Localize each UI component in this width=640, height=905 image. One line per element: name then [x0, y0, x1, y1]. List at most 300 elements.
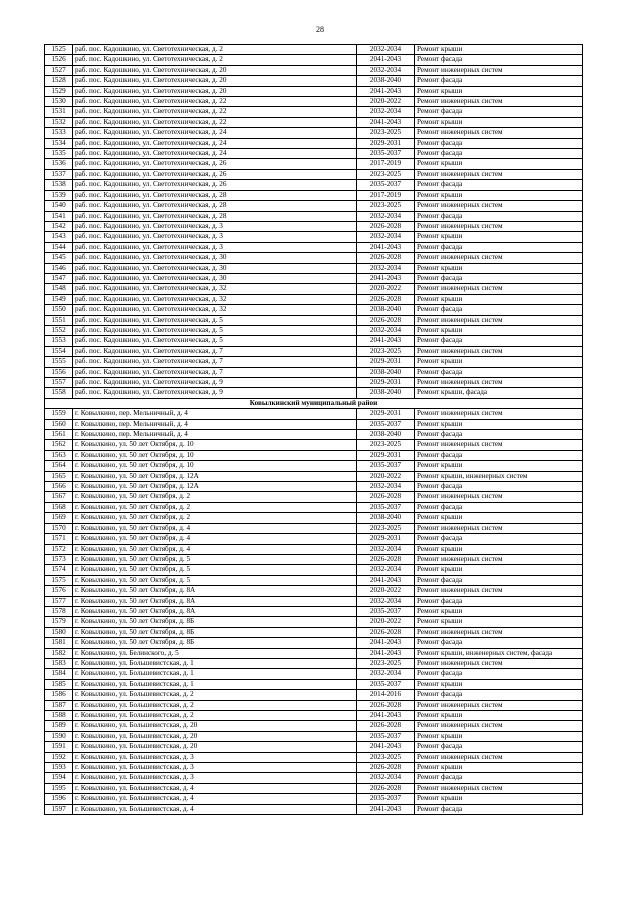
work-type-cell: Ремонт фасада	[415, 305, 583, 315]
row-number-cell: 1544	[45, 242, 73, 252]
table-row	[45, 502, 583, 512]
table-row	[45, 763, 583, 773]
table-row	[45, 357, 583, 367]
table-row	[45, 586, 583, 596]
address-cell: раб. пос. Кадошкино, ул. Светотехническая, д. 5	[73, 336, 357, 346]
table-row	[45, 180, 583, 190]
period-cell: 2023-2025	[357, 201, 415, 211]
work-type-cell: Ремонт инженерных систем	[415, 752, 583, 762]
table-row	[45, 97, 583, 107]
period-cell: 2041-2043	[357, 273, 415, 283]
row-number-cell: 1567	[45, 492, 73, 502]
work-type-cell: Ремонт инженерных систем	[415, 169, 583, 179]
row-number-cell: 1590	[45, 731, 73, 741]
table-row	[45, 242, 583, 252]
row-number-cell: 1588	[45, 711, 73, 721]
work-type-cell: Ремонт крыши	[415, 544, 583, 554]
work-type-cell: Ремонт инженерных систем	[415, 346, 583, 356]
work-type-cell: Ремонт крыши, инженерных систем, фасада	[415, 648, 583, 658]
row-number-cell: 1545	[45, 253, 73, 263]
table-row	[45, 346, 583, 356]
work-type-cell: Ремонт фасада	[415, 107, 583, 117]
address-cell: раб. пос. Кадошкино, ул. Светотехническая, д. 5	[73, 315, 357, 325]
period-cell: 2023-2025	[357, 169, 415, 179]
period-cell: 2032-2034	[357, 669, 415, 679]
row-number-cell: 1530	[45, 97, 73, 107]
work-type-cell: Ремонт инженерных систем	[415, 201, 583, 211]
address-cell: раб. пос. Кадошкино, ул. Светотехническая, д. 7	[73, 367, 357, 377]
table-row	[45, 638, 583, 648]
table-row	[45, 627, 583, 637]
row-number-cell: 1569	[45, 513, 73, 523]
row-number-cell: 1550	[45, 305, 73, 315]
work-type-cell: Ремонт фасада	[415, 430, 583, 440]
address-cell: раб. пос. Кадошкино, ул. Светотехническая, д. 26	[73, 180, 357, 190]
row-number-cell: 1595	[45, 783, 73, 793]
address-cell: г. Ковылкино, ул. 50 лет Октября, д. 8А	[73, 596, 357, 606]
table-row	[45, 606, 583, 616]
address-cell: раб. пос. Кадошкино, ул. Светотехническая, д. 24	[73, 128, 357, 138]
work-type-cell: Ремонт фасада	[415, 211, 583, 221]
row-number-cell: 1572	[45, 544, 73, 554]
period-cell: 2029-2031	[357, 138, 415, 148]
address-cell: г. Ковылкино, ул. 50 лет Октября, д. 8Б	[73, 627, 357, 637]
table-row	[45, 721, 583, 731]
address-cell: раб. пос. Кадошкино, ул. Светотехническая, д. 2	[73, 45, 357, 55]
row-number-cell: 1570	[45, 523, 73, 533]
work-type-cell: Ремонт крыши	[415, 45, 583, 55]
table-row	[45, 107, 583, 117]
row-number-cell: 1558	[45, 388, 73, 398]
work-type-cell: Ремонт инженерных систем	[415, 586, 583, 596]
period-cell: 2041-2043	[357, 117, 415, 127]
period-cell: 2023-2025	[357, 523, 415, 533]
address-cell: г. Ковылкино, ул. 50 лет Октября, д. 10	[73, 450, 357, 460]
period-cell: 2032-2034	[357, 232, 415, 242]
row-number-cell: 1531	[45, 107, 73, 117]
work-type-cell: Ремонт крыши	[415, 190, 583, 200]
work-type-cell: Ремонт фасада	[415, 669, 583, 679]
work-type-cell: Ремонт крыши	[415, 731, 583, 741]
period-cell: 2041-2043	[357, 711, 415, 721]
table-row	[45, 76, 583, 86]
period-cell: 2041-2043	[357, 86, 415, 96]
work-type-cell: Ремонт крыши	[415, 263, 583, 273]
table-row	[45, 752, 583, 762]
work-type-cell: Ремонт фасада	[415, 804, 583, 814]
table-row	[45, 419, 583, 429]
table-row	[45, 190, 583, 200]
period-cell: 2035-2037	[357, 794, 415, 804]
row-number-cell: 1561	[45, 430, 73, 440]
address-cell: г. Ковылкино, пер. Мельничный, д. 4	[73, 419, 357, 429]
row-number-cell: 1536	[45, 159, 73, 169]
work-type-cell: Ремонт крыши	[415, 357, 583, 367]
table-row	[45, 65, 583, 75]
row-number-cell: 1551	[45, 315, 73, 325]
table-row	[45, 513, 583, 523]
address-cell: г. Ковылкино, ул. Белинского, д. 5	[73, 648, 357, 658]
address-cell: г. Ковылкино, ул. 50 лет Октября, д. 8Б	[73, 638, 357, 648]
row-number-cell: 1582	[45, 648, 73, 658]
period-cell: 2038-2040	[357, 388, 415, 398]
row-number-cell: 1557	[45, 378, 73, 388]
address-cell: раб. пос. Кадошкино, ул. Светотехническая, д. 20	[73, 65, 357, 75]
table-row	[45, 669, 583, 679]
row-number-cell: 1549	[45, 294, 73, 304]
period-cell: 2014-2016	[357, 690, 415, 700]
row-number-cell: 1566	[45, 482, 73, 492]
row-number-cell: 1562	[45, 440, 73, 450]
period-cell: 2032-2034	[357, 773, 415, 783]
period-cell: 2020-2022	[357, 471, 415, 481]
work-type-cell: Ремонт фасада	[415, 367, 583, 377]
work-type-cell: Ремонт фасада	[415, 742, 583, 752]
table-row	[45, 544, 583, 554]
table-row	[45, 86, 583, 96]
table-row	[45, 596, 583, 606]
work-type-cell: Ремонт инженерных систем	[415, 378, 583, 388]
work-type-cell: Ремонт крыши	[415, 419, 583, 429]
table-row	[45, 315, 583, 325]
work-type-cell: Ремонт крыши	[415, 86, 583, 96]
work-type-cell: Ремонт фасада	[415, 502, 583, 512]
address-cell: раб. пос. Кадошкино, ул. Светотехническая, д. 2	[73, 55, 357, 65]
address-cell: г. Ковылкино, ул. Большевистская, д. 20	[73, 721, 357, 731]
table-row	[45, 534, 583, 544]
address-cell: раб. пос. Кадошкино, ул. Светотехническая, д. 28	[73, 190, 357, 200]
address-cell: г. Ковылкино, ул. Большевистская, д. 4	[73, 804, 357, 814]
row-number-cell: 1542	[45, 221, 73, 231]
table-row	[45, 700, 583, 710]
row-number-cell: 1541	[45, 211, 73, 221]
period-cell: 2026-2028	[357, 492, 415, 502]
address-cell: раб. пос. Кадошкино, ул. Светотехническая, д. 30	[73, 273, 357, 283]
table-row	[45, 773, 583, 783]
address-cell: г. Ковылкино, ул. 50 лет Октября, д. 4	[73, 534, 357, 544]
work-type-cell: Ремонт крыши	[415, 617, 583, 627]
row-number-cell: 1592	[45, 752, 73, 762]
work-type-cell: Ремонт инженерных систем	[415, 783, 583, 793]
work-type-cell: Ремонт инженерных систем	[415, 721, 583, 731]
row-number-cell: 1539	[45, 190, 73, 200]
period-cell: 2035-2037	[357, 679, 415, 689]
period-cell: 2026-2028	[357, 627, 415, 637]
row-number-cell: 1593	[45, 763, 73, 773]
table-row	[45, 232, 583, 242]
work-type-cell: Ремонт инженерных систем	[415, 658, 583, 668]
address-cell: г. Ковылкино, ул. Большевистская, д. 4	[73, 783, 357, 793]
work-type-cell: Ремонт фасада	[415, 76, 583, 86]
period-cell: 2026-2028	[357, 315, 415, 325]
period-cell: 2026-2028	[357, 253, 415, 263]
row-number-cell: 1527	[45, 65, 73, 75]
period-cell: 2038-2040	[357, 430, 415, 440]
address-cell: г. Ковылкино, ул. 50 лет Октября, д. 2	[73, 502, 357, 512]
row-number-cell: 1565	[45, 471, 73, 481]
period-cell: 2038-2040	[357, 76, 415, 86]
work-type-cell: Ремонт крыши	[415, 565, 583, 575]
address-cell: г. Ковылкино, ул. Большевистская, д. 3	[73, 763, 357, 773]
work-type-cell: Ремонт инженерных систем	[415, 284, 583, 294]
table-row	[45, 482, 583, 492]
work-type-cell: Ремонт крыши	[415, 679, 583, 689]
work-type-cell: Ремонт инженерных систем	[415, 221, 583, 231]
table-row	[45, 201, 583, 211]
work-type-cell: Ремонт инженерных систем	[415, 97, 583, 107]
address-cell: раб. пос. Кадошкино, ул. Светотехническая, д. 24	[73, 138, 357, 148]
table-row	[45, 461, 583, 471]
period-cell: 2038-2040	[357, 513, 415, 523]
table-row	[45, 55, 583, 65]
address-cell: г. Ковылкино, ул. 50 лет Октября, д. 8А	[73, 586, 357, 596]
row-number-cell: 1553	[45, 336, 73, 346]
period-cell: 2035-2037	[357, 419, 415, 429]
period-cell: 2038-2040	[357, 367, 415, 377]
row-number-cell: 1578	[45, 606, 73, 616]
address-cell: г. Ковылкино, ул. Большевистская, д. 20	[73, 742, 357, 752]
period-cell: 2035-2037	[357, 149, 415, 159]
address-cell: раб. пос. Кадошкино, ул. Светотехническая, д. 20	[73, 86, 357, 96]
period-cell: 2026-2028	[357, 554, 415, 564]
address-cell: г. Ковылкино, ул. Большевистская, д. 3	[73, 752, 357, 762]
address-cell: г. Ковылкино, ул. 50 лет Октября, д. 10	[73, 440, 357, 450]
address-cell: раб. пос. Кадошкино, ул. Светотехническая, д. 20	[73, 76, 357, 86]
table-row	[45, 450, 583, 460]
table-row	[45, 169, 583, 179]
work-type-cell: Ремонт инженерных систем	[415, 409, 583, 419]
address-cell: раб. пос. Кадошкино, ул. Светотехническая, д. 32	[73, 294, 357, 304]
table-row	[45, 149, 583, 159]
period-cell: 2041-2043	[357, 804, 415, 814]
address-cell: г. Ковылкино, ул. 50 лет Октября, д. 10	[73, 461, 357, 471]
address-cell: раб. пос. Кадошкино, ул. Светотехническая, д. 7	[73, 357, 357, 367]
work-type-cell: Ремонт инженерных систем	[415, 440, 583, 450]
row-number-cell: 1529	[45, 86, 73, 96]
period-cell: 2029-2031	[357, 450, 415, 460]
address-cell: г. Ковылкино, ул. 50 лет Октября, д. 2	[73, 492, 357, 502]
row-number-cell: 1547	[45, 273, 73, 283]
work-type-cell: Ремонт инженерных систем	[415, 700, 583, 710]
address-cell: г. Ковылкино, ул. 50 лет Октября, д. 5	[73, 554, 357, 564]
row-number-cell: 1552	[45, 325, 73, 335]
work-type-cell: Ремонт фасада	[415, 336, 583, 346]
period-cell: 2032-2034	[357, 107, 415, 117]
period-cell: 2035-2037	[357, 731, 415, 741]
period-cell: 2032-2034	[357, 544, 415, 554]
period-cell: 2032-2034	[357, 482, 415, 492]
row-number-cell: 1533	[45, 128, 73, 138]
row-number-cell: 1543	[45, 232, 73, 242]
period-cell: 2023-2025	[357, 440, 415, 450]
work-type-cell: Ремонт фасада	[415, 575, 583, 585]
row-number-cell: 1568	[45, 502, 73, 512]
period-cell: 2041-2043	[357, 638, 415, 648]
address-cell: раб. пос. Кадошкино, ул. Светотехническая, д. 3	[73, 242, 357, 252]
address-cell: г. Ковылкино, пер. Мельничный, д. 4	[73, 430, 357, 440]
work-type-cell: Ремонт инженерных систем	[415, 315, 583, 325]
address-cell: г. Ковылкино, ул. 50 лет Октября, д. 5	[73, 575, 357, 585]
period-cell: 2026-2028	[357, 294, 415, 304]
period-cell: 2026-2028	[357, 721, 415, 731]
repair-schedule-table	[44, 44, 583, 815]
table-row	[45, 658, 583, 668]
row-number-cell: 1532	[45, 117, 73, 127]
address-cell: раб. пос. Кадошкино, ул. Светотехническая, д. 28	[73, 211, 357, 221]
work-type-cell: Ремонт крыши	[415, 794, 583, 804]
row-number-cell: 1556	[45, 367, 73, 377]
work-type-cell: Ремонт крыши	[415, 461, 583, 471]
table-body	[45, 45, 583, 815]
page-number: 28	[316, 25, 324, 34]
work-type-cell: Ремонт инженерных систем	[415, 492, 583, 502]
work-type-cell: Ремонт крыши	[415, 711, 583, 721]
period-cell: 2041-2043	[357, 742, 415, 752]
table-row	[45, 128, 583, 138]
table-row	[45, 305, 583, 315]
table-row	[45, 783, 583, 793]
row-number-cell: 1548	[45, 284, 73, 294]
row-number-cell: 1571	[45, 534, 73, 544]
work-type-cell: Ремонт фасада	[415, 149, 583, 159]
table-row	[45, 575, 583, 585]
period-cell: 2029-2031	[357, 534, 415, 544]
row-number-cell: 1586	[45, 690, 73, 700]
row-number-cell: 1560	[45, 419, 73, 429]
period-cell: 2041-2043	[357, 575, 415, 585]
row-number-cell: 1554	[45, 346, 73, 356]
address-cell: г. Ковылкино, ул. Большевистская, д. 4	[73, 794, 357, 804]
address-cell: раб. пос. Кадошкино, ул. Светотехническая, д. 30	[73, 263, 357, 273]
row-number-cell: 1585	[45, 679, 73, 689]
work-type-cell: Ремонт инженерных систем	[415, 554, 583, 564]
work-type-cell: Ремонт крыши	[415, 159, 583, 169]
table-row	[45, 273, 583, 283]
table-row	[45, 159, 583, 169]
table-row	[45, 211, 583, 221]
work-type-cell: Ремонт фасада	[415, 180, 583, 190]
section-heading: Ковылкинский муниципальный район	[45, 398, 583, 408]
address-cell: г. Ковылкино, ул. Большевистская, д. 2	[73, 700, 357, 710]
address-cell: г. Ковылкино, ул. 50 лет Октября, д. 8Б	[73, 617, 357, 627]
row-number-cell: 1587	[45, 700, 73, 710]
work-type-cell: Ремонт крыши, инженерных систем	[415, 471, 583, 481]
address-cell: раб. пос. Кадошкино, ул. Светотехническая, д. 9	[73, 388, 357, 398]
work-type-cell: Ремонт крыши	[415, 294, 583, 304]
table-row	[45, 648, 583, 658]
table-row	[45, 138, 583, 148]
work-type-cell: Ремонт фасада	[415, 138, 583, 148]
period-cell: 2035-2037	[357, 606, 415, 616]
period-cell: 2032-2034	[357, 45, 415, 55]
work-type-cell: Ремонт крыши	[415, 325, 583, 335]
row-number-cell: 1526	[45, 55, 73, 65]
work-type-cell: Ремонт инженерных систем	[415, 627, 583, 637]
address-cell: г. Ковылкино, ул. 50 лет Октября, д. 4	[73, 544, 357, 554]
table-row	[45, 430, 583, 440]
address-cell: раб. пос. Кадошкино, ул. Светотехническая, д. 26	[73, 159, 357, 169]
period-cell: 2020-2022	[357, 284, 415, 294]
row-number-cell: 1540	[45, 201, 73, 211]
work-type-cell: Ремонт фасада	[415, 638, 583, 648]
address-cell: г. Ковылкино, ул. Большевистская, д. 2	[73, 690, 357, 700]
work-type-cell: Ремонт крыши	[415, 117, 583, 127]
address-cell: г. Ковылкино, ул. 50 лет Октября, д. 12А	[73, 471, 357, 481]
address-cell: г. Ковылкино, ул. 50 лет Октября, д. 5	[73, 565, 357, 575]
address-cell: раб. пос. Кадошкино, ул. Светотехническая, д. 32	[73, 305, 357, 315]
row-number-cell: 1555	[45, 357, 73, 367]
table-row	[45, 617, 583, 627]
work-type-cell: Ремонт фасада	[415, 534, 583, 544]
row-number-cell: 1528	[45, 76, 73, 86]
address-cell: раб. пос. Кадошкино, ул. Светотехническая, д. 22	[73, 107, 357, 117]
period-cell: 2029-2031	[357, 409, 415, 419]
table-row	[45, 711, 583, 721]
period-cell: 2041-2043	[357, 336, 415, 346]
row-number-cell: 1597	[45, 804, 73, 814]
row-number-cell: 1583	[45, 658, 73, 668]
table-row	[45, 409, 583, 419]
address-cell: раб. пос. Кадошкино, ул. Светотехническая, д. 26	[73, 169, 357, 179]
table-row	[45, 690, 583, 700]
period-cell: 2041-2043	[357, 648, 415, 658]
work-type-cell: Ремонт фасада	[415, 482, 583, 492]
period-cell: 2041-2043	[357, 242, 415, 252]
period-cell: 2020-2022	[357, 617, 415, 627]
period-cell: 2017-2019	[357, 190, 415, 200]
work-type-cell: Ремонт крыши	[415, 232, 583, 242]
period-cell: 2023-2025	[357, 128, 415, 138]
period-cell: 2035-2037	[357, 502, 415, 512]
row-number-cell: 1546	[45, 263, 73, 273]
period-cell: 2041-2043	[357, 55, 415, 65]
work-type-cell: Ремонт крыши, фасада	[415, 388, 583, 398]
table-row	[45, 565, 583, 575]
work-type-cell: Ремонт инженерных систем	[415, 253, 583, 263]
row-number-cell: 1581	[45, 638, 73, 648]
row-number-cell: 1594	[45, 773, 73, 783]
period-cell: 2032-2034	[357, 596, 415, 606]
work-type-cell: Ремонт крыши	[415, 513, 583, 523]
address-cell: г. Ковылкино, ул. Большевистская, д. 3	[73, 773, 357, 783]
address-cell: г. Ковылкино, ул. Большевистская, д. 1	[73, 658, 357, 668]
period-cell: 2023-2025	[357, 752, 415, 762]
period-cell: 2026-2028	[357, 221, 415, 231]
table-row	[45, 554, 583, 564]
period-cell: 2032-2034	[357, 211, 415, 221]
row-number-cell: 1573	[45, 554, 73, 564]
period-cell: 2026-2028	[357, 783, 415, 793]
row-number-cell: 1584	[45, 669, 73, 679]
address-cell: г. Ковылкино, ул. 50 лет Октября, д. 12А	[73, 482, 357, 492]
table-row	[45, 742, 583, 752]
period-cell: 2026-2028	[357, 763, 415, 773]
address-cell: г. Ковылкино, ул. 50 лет Октября, д. 8А	[73, 606, 357, 616]
work-type-cell: Ремонт фасада	[415, 450, 583, 460]
table-row	[45, 794, 583, 804]
table-row	[45, 471, 583, 481]
period-cell: 2026-2028	[357, 700, 415, 710]
row-number-cell: 1564	[45, 461, 73, 471]
table-row	[45, 221, 583, 231]
period-cell: 2023-2025	[357, 346, 415, 356]
section-heading-row	[45, 398, 583, 408]
table-row	[45, 284, 583, 294]
table-row	[45, 263, 583, 273]
address-cell: раб. пос. Кадошкино, ул. Светотехническая, д. 28	[73, 201, 357, 211]
work-type-cell: Ремонт фасада	[415, 596, 583, 606]
row-number-cell: 1534	[45, 138, 73, 148]
